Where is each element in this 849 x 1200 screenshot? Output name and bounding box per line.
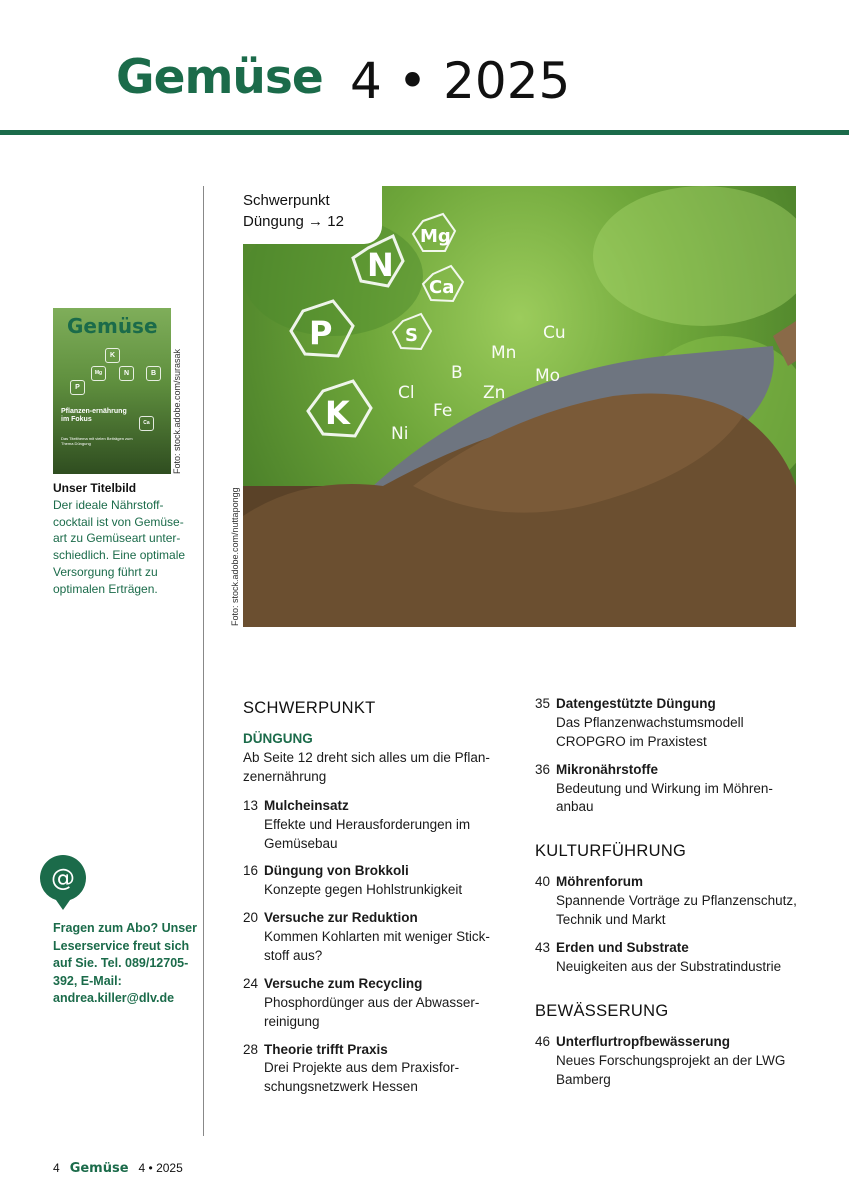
focus-tab[interactable]: [243, 186, 382, 244]
toc-title: Versuche zur Reduktion: [264, 910, 418, 926]
toc-page: 16: [243, 863, 259, 879]
toc-title: Theorie trifft Praxis: [264, 1041, 388, 1057]
toc-page: 13: [243, 797, 259, 813]
toc-entry[interactable]: [535, 939, 805, 977]
toc-title: Versuche zum Recycling: [264, 975, 423, 991]
focus-tab-label: Schwerpunkt: [243, 192, 330, 209]
calcium-label: Ca: [429, 277, 455, 298]
toc-column-left: [243, 697, 498, 1106]
toc-title: Unterflurtropfbewässerung: [556, 1033, 731, 1049]
toc-title: Möhrenforum: [556, 874, 643, 890]
toc-page: 36: [535, 761, 551, 777]
toc-page: 40: [535, 874, 551, 890]
toc-desc: Spannende Vorträge zu Pflanzenschutz, Technik und Markt: [556, 893, 797, 928]
cover-element-badge: K: [105, 348, 120, 363]
manganese-label: Mn: [491, 343, 517, 363]
toc-title: Mikronährstoffe: [556, 761, 659, 777]
toc-desc: Effekte und Herausforderungen im Gemüsebau: [264, 816, 471, 851]
iron-label: Fe: [433, 401, 453, 421]
toc-desc: Das Pflanzenwachstumsmodell CROPGRO im Praxistest: [556, 714, 744, 749]
cover-credit-text: Foto: stock.adobe.com/surasak: [172, 348, 182, 474]
toc-desc: Phosphordünger aus der Abwasser-reinigung: [264, 994, 480, 1029]
zinc-label: Zn: [483, 383, 506, 403]
cover-element-badge: Mg: [91, 366, 106, 381]
molybdenum-label: Mo: [535, 366, 561, 386]
svg-text:@: @: [51, 864, 75, 892]
boron-label: B: [451, 363, 463, 383]
toc-desc: Bedeutung und Wirkung im Möhren-anbau: [556, 780, 773, 815]
phosphorus-label: P: [309, 314, 333, 352]
column-divider: [203, 186, 204, 1136]
cover-thumbnail[interactable]: [53, 308, 171, 474]
section-heading-bewaesserung: BEWÄSSERUNG: [535, 1001, 669, 1020]
magnesium-label: Mg: [420, 226, 451, 247]
toc-title: Datengestützte Düngung: [556, 696, 716, 711]
at-sign-icon: [40, 855, 86, 910]
issue-number: 4 • 2025: [350, 52, 571, 110]
toc-entry[interactable]: [243, 975, 498, 1032]
toc-entry[interactable]: [535, 873, 805, 930]
toc-entry[interactable]: [243, 1041, 498, 1098]
toc-entry[interactable]: [535, 1033, 805, 1090]
footer-issue: 4 • 2025: [138, 1161, 183, 1175]
cover-element-badge: N: [119, 366, 134, 381]
nickel-label: Ni: [391, 424, 409, 444]
toc-entry[interactable]: [535, 695, 805, 752]
toc-column-right: [535, 695, 805, 1099]
toc-page: 46: [535, 1033, 551, 1049]
cover-logo: Gemüse: [67, 314, 158, 338]
page-footer: [53, 1161, 183, 1176]
cover-element-badge: B: [146, 366, 161, 381]
toc-desc: Konzepte gegen Hohlstrunkigkeit: [264, 882, 463, 898]
chlorine-label: Cl: [398, 383, 415, 403]
toc-desc: Kommen Kohlarten mit weniger Stick-stoff aus?: [264, 929, 490, 963]
toc-desc: Neuigkeiten aus der Substratindustrie: [556, 959, 782, 974]
toc-entry[interactable]: [243, 862, 498, 900]
toc-page: 24: [243, 975, 259, 991]
toc-title: Düngung von Brokkoli: [264, 863, 409, 879]
nitrogen-label: N: [367, 246, 394, 284]
cover-subtitle: Das Titelthema mit vielen Beiträgen zum Thema Düngung: [61, 436, 133, 446]
cover-element-badge: Ca: [139, 416, 154, 431]
toc-desc: Drei Projekte aus dem Praxisfor-schungsnetzwerk Hessen: [264, 1060, 460, 1095]
toc-title: Mulcheinsatz: [264, 797, 349, 813]
cover-title: Pflanzen-ernährung im Fokus: [61, 408, 127, 424]
magazine-logo: Gemüse: [116, 50, 323, 105]
hero-image: [243, 186, 796, 627]
cover-caption: [53, 480, 193, 598]
section-heading-kulturfuehrung: KULTURFÜHRUNG: [535, 842, 687, 861]
toc-entry[interactable]: [535, 761, 805, 818]
toc-page: 20: [243, 910, 259, 926]
sulfur-label: S: [405, 325, 418, 346]
section-heading-schwerpunkt: SCHWERPUNKT: [243, 699, 376, 717]
subscription-contact: Fragen zum Abo? Unser Leserservice freut sich auf Sie. Tel. 089/12705-392, E-Mail: andrea.killer@dlv.de: [53, 921, 197, 1005]
hero-photo-credit: [230, 486, 242, 626]
cover-element-badge: P: [70, 380, 85, 395]
toc-page: 28: [243, 1041, 259, 1057]
page-number: 4: [53, 1161, 60, 1175]
masthead: [0, 0, 849, 136]
toc-desc: Neues Forschungsprojekt an der LWG Bamberg: [556, 1052, 786, 1087]
hero-credit-text: Foto: stock.adobe.com/nuttapongg: [230, 487, 240, 626]
header-rule: [0, 130, 849, 135]
toc-page: 43: [535, 940, 551, 956]
toc-title: Erden und Substrate: [556, 940, 689, 956]
potassium-label: K: [325, 394, 350, 432]
focus-tab-link: Düngung → 12: [243, 213, 344, 230]
toc-entry[interactable]: [243, 909, 498, 966]
cover-photo-credit: [172, 308, 184, 474]
toc-page: 35: [535, 696, 551, 711]
footer-logo: Gemüse: [69, 1161, 129, 1176]
toc-entry[interactable]: [243, 797, 498, 854]
cover-caption-title: Unser Titelbild: [53, 481, 137, 495]
cover-caption-text: Der ideale Nährstoff-cocktail ist von Gemüse-art zu Gemüseart unter-schiedlich. Eine optimale Versorgung führt zu optimalen Erträgen.: [53, 497, 186, 596]
focus-text: Ab Seite 12 dreht sich alles um die Pflan-zenernährung: [243, 749, 490, 784]
copper-label: Cu: [543, 323, 566, 343]
focus-label: DÜNGUNG: [243, 731, 313, 747]
